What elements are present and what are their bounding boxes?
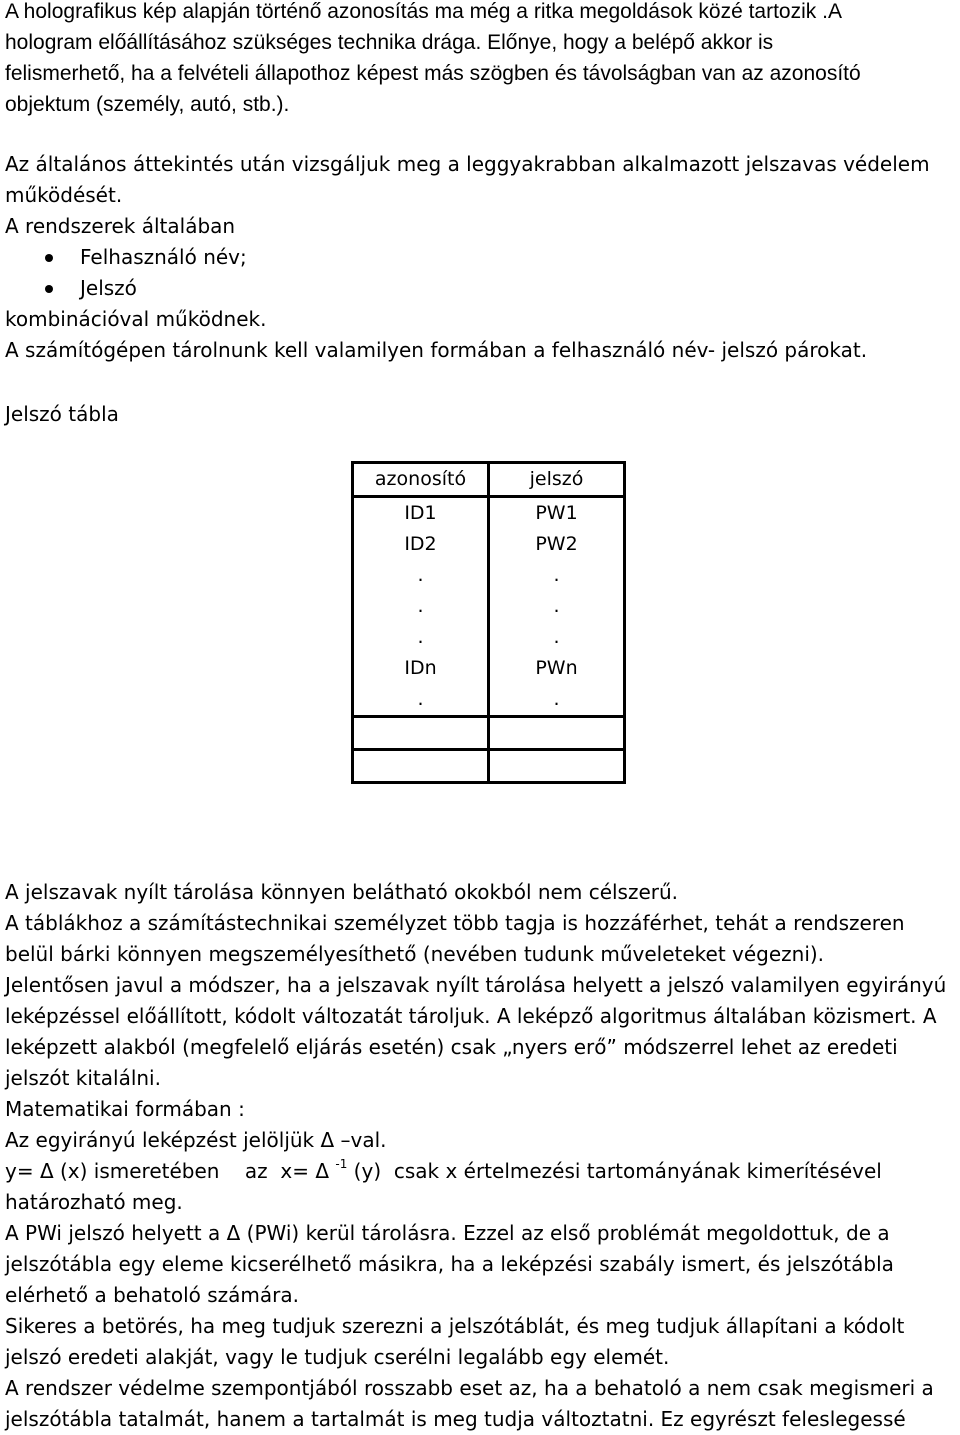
table-row xyxy=(353,622,625,653)
overview-paragraph: Az általános áttekintés után vizsgáljuk meg a leggyakrabban alkalmazott jelszavas védelem működését. xyxy=(5,152,930,207)
table-cell xyxy=(353,750,489,783)
body-paragraph: Sikeres a betörés, ha meg tudjuk szerezni a jelszótáblát, és meg tudjuk állapítani a kódolt jelszó eredeti alakját, vagy le tudjuk cserélni legalább egy elemét. xyxy=(5,1314,905,1369)
table-cell: . xyxy=(353,591,489,622)
section-password-overview xyxy=(5,149,957,366)
intro-line: A holografikus kép alapján történő azonosítás ma még a ritka megoldások közé tartozik .A xyxy=(5,0,842,23)
body-paragraph: A rendszer védelme szempontjából rosszabb eset az, ha a behatoló a nem csak megismeri a jelszótábla tatalmát, hanem a tartalmát is meg tudja változtatni. Ez egyrészt feleslegessé xyxy=(5,1376,934,1431)
body-paragraph: Jelentősen javul a módszer, ha a jelszavak nyílt tárolása helyett a jelszó valamilyen egyirányú leképzéssel előállított, kódolt változatát tároljuk. A leképző algoritmus általában közismert. A leképzett alakból (megfelelő eljárás esetén) csak „nyers erő” módszerrel lehet az eredeti jelszót kitalálni. xyxy=(5,973,947,1090)
section-hashing xyxy=(5,877,957,1435)
body-paragraph: A PWi jelszó helyett a Δ (PWi) kerül tárolásra. Ezzel az első problémát megoldottuk, de a jelszótábla egy eleme kicserélhető másikra, ha a leképzési szabály ismert, és jelszótábla elérhető a behatoló számára. xyxy=(5,1221,894,1307)
body-paragraph: A táblákhoz a számítástechnikai személyzet több tagja is hozzáférhet, tehát a rendszeren belül bárki könnyen megszemélyesíthető (nevében tudunk műveleteket végezni). xyxy=(5,911,905,966)
header-cell: jelszó xyxy=(489,463,625,497)
list-item: Jelszó xyxy=(5,273,957,304)
table-cell: . xyxy=(353,560,489,591)
table-row-empty xyxy=(353,750,625,783)
table-row xyxy=(353,560,625,591)
table-cell: . xyxy=(489,591,625,622)
table-cell: ID2 xyxy=(353,529,489,560)
table-row-empty xyxy=(353,717,625,750)
table-cell: . xyxy=(489,622,625,653)
table-cell: . xyxy=(353,622,489,653)
table-row xyxy=(353,529,625,560)
table-row xyxy=(353,653,625,684)
store-pairs-text: A számítógépen tárolnunk kell valamilyen formában a felhasználó név- jelszó párokat. xyxy=(5,338,868,362)
table-cell: IDn xyxy=(353,653,489,684)
table-header-row xyxy=(353,463,625,497)
formula-paragraph xyxy=(5,1156,957,1218)
intro-line: objektum (személy, autó, stb.). xyxy=(5,93,290,116)
formula-text: (y) csak x értelmezési tartományának kimerítésével határozható meg. xyxy=(5,1159,889,1214)
intro-paragraph xyxy=(5,0,957,120)
credential-list xyxy=(5,242,957,304)
body-paragraph: Matematikai formában : xyxy=(5,1097,245,1121)
table-cell xyxy=(353,717,489,750)
table-cell: PWn xyxy=(489,653,625,684)
body-paragraph: A jelszavak nyílt tárolása könnyen belátható okokból nem célszerű. xyxy=(5,880,679,904)
table-cell: . xyxy=(489,684,625,717)
table-cell xyxy=(489,750,625,783)
intro-line: felismerhető, ha a felvételi állapothoz képest más szögben és távolságban van az azonosító xyxy=(5,62,861,85)
password-table-wrap xyxy=(351,461,626,784)
table-cell: PW1 xyxy=(489,497,625,530)
formula-text: y= Δ (x) ismeretében az x= Δ xyxy=(5,1159,336,1183)
header-cell: azonosító xyxy=(353,463,489,497)
table-row xyxy=(353,591,625,622)
inverse-superscript: -1 xyxy=(335,1157,348,1171)
table-cell: . xyxy=(489,560,625,591)
combination-text: kombinációval működnek. xyxy=(5,307,267,331)
table-cell: PW2 xyxy=(489,529,625,560)
password-table xyxy=(351,461,626,784)
table-cell: . xyxy=(353,684,489,717)
table-title: Jelszó tábla xyxy=(5,402,119,426)
table-cell: ID1 xyxy=(353,497,489,530)
body-paragraph: Az egyirányú leképzést jelöljük Δ –val. xyxy=(5,1128,387,1152)
list-item: Felhasználó név; xyxy=(5,242,957,273)
table-cell xyxy=(489,717,625,750)
table-row xyxy=(353,684,625,717)
systems-intro: A rendszerek általában xyxy=(5,214,236,238)
intro-line: hologram előállításához szükséges technika drága. Előnye, hogy a belépő akkor is xyxy=(5,31,774,54)
table-row xyxy=(353,497,625,530)
